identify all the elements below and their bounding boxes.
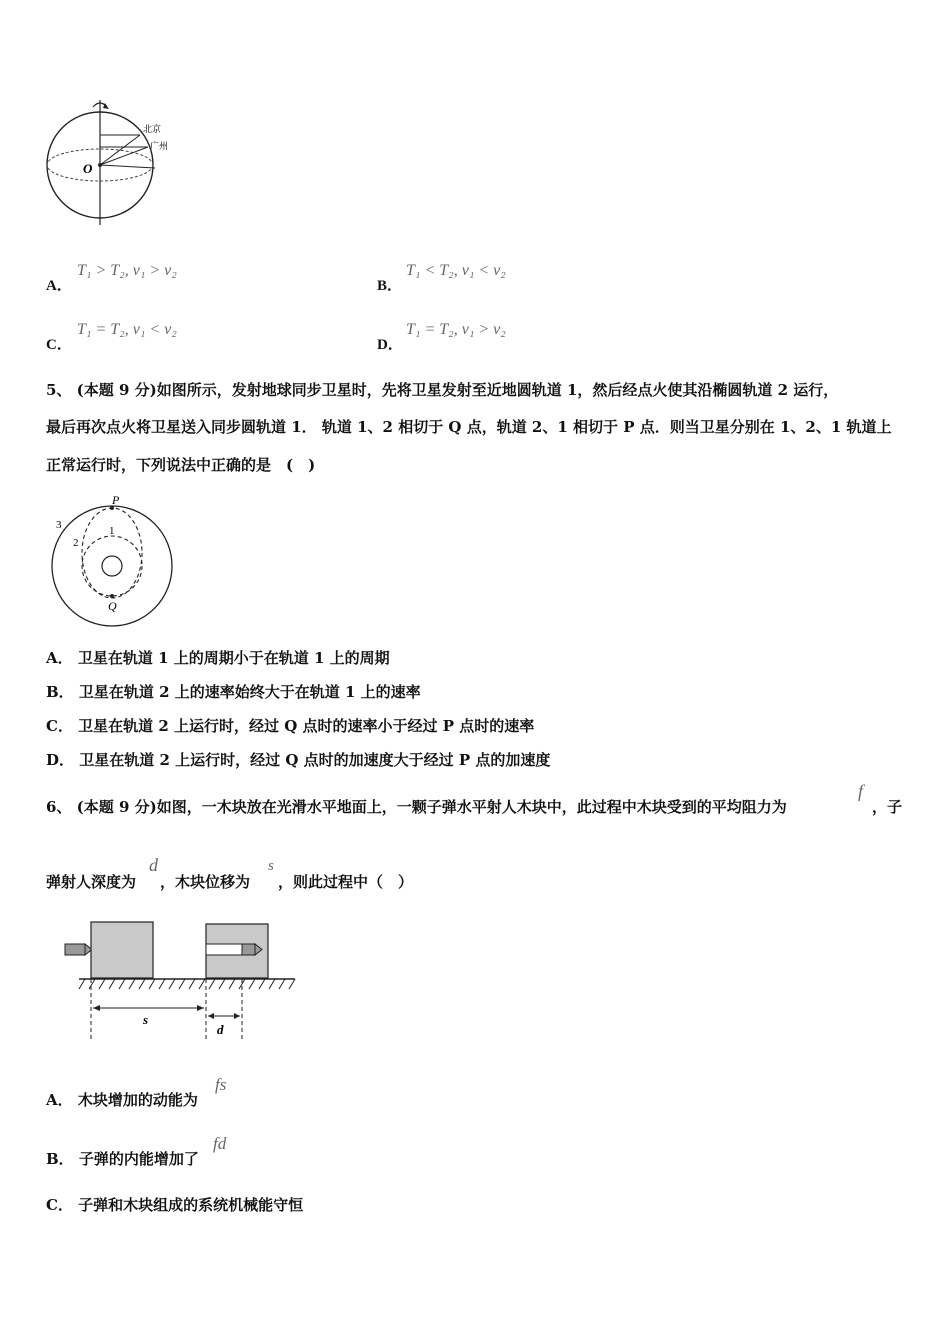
- q6-option-b: B． 子弹的内能增加了: [46, 1150, 199, 1168]
- globe-city2-label: 广州: [150, 141, 169, 151]
- orbit-2-label: 2: [73, 537, 79, 549]
- q5-option-b: B． 卫星在轨道 2 上的速率始终大于在轨道 1 上的速率: [46, 683, 421, 701]
- orbit-figure: [45, 490, 180, 628]
- q6-stem-line2-a: 弹射人深度为: [46, 873, 137, 891]
- q6-stem-line2-b: ，木块位移为: [160, 873, 251, 891]
- q4-option-c-label: C．: [46, 337, 72, 353]
- q6-f-symbol: f: [858, 781, 864, 801]
- q6-option-a-formula: fs: [215, 1075, 227, 1094]
- q6-option-b-formula: fd: [213, 1134, 227, 1153]
- q6-stem-line1-end: ，子: [872, 798, 903, 816]
- q5-stem-line2: 最后再次点火将卫星送入同步圆轨道 1． 轨道 1、2 相切于 Q 点，轨道 2、1 相切于 P 点．则当卫星分别在 1、2、1 轨道上: [46, 418, 892, 436]
- q6-s-symbol: s: [268, 858, 274, 874]
- q5-stem-line3: 正常运行时，下列说法中正确的是 ( ): [46, 456, 316, 474]
- q6-stem-line2-c: ，则此过程中（ ）: [278, 873, 414, 891]
- orbit-1-label: 1: [109, 525, 115, 537]
- q4-option-b-formula: T₁ < T₂, v₁ < v₂: [406, 262, 506, 279]
- q5-option-a: A． 卫星在轨道 1 上的周期小于在轨道 1 上的周期: [46, 649, 390, 667]
- orbit-q-label: Q: [108, 599, 117, 613]
- globe-city1-label: 北京: [143, 124, 162, 134]
- orbit-3-label: 3: [56, 519, 62, 531]
- q5-stem-line1: 5、 (本题 9 分)如图所示，发射地球同步卫星时，先将卫星发射至近地圆轨道 1，然后经点火使其沿椭圆轨道 2 运行，: [46, 381, 839, 399]
- q4-option-a-formula: T₁ > T₂, v₁ > v₂: [77, 262, 177, 279]
- q4-option-a-label: A．: [46, 278, 72, 294]
- q6-stem-line1: 6、 (本题 9 分)如图，一木块放在光滑水平地面上，一颗子弹水平射人木块中，此过程中木块受到的平均阻力为: [46, 798, 787, 816]
- q6-option-a: A． 木块增加的动能为: [46, 1091, 198, 1109]
- orbit-p-label: P: [112, 493, 120, 507]
- q4-option-d-label: D．: [377, 337, 403, 353]
- q4-option-d-formula: T₁ = T₂, v₁ > v₂: [406, 321, 506, 338]
- globe-figure: [45, 95, 185, 235]
- q4-option-b-label: B．: [377, 278, 403, 294]
- figure-s-label: s: [143, 1012, 149, 1027]
- q5-option-d: D． 卫星在轨道 2 上运行时，经过 Q 点时的加速度大于经过 P 点的加速度: [46, 751, 551, 769]
- q6-d-symbol: d: [149, 855, 158, 875]
- globe-center-label: O: [83, 161, 93, 176]
- figure-d-label: d: [217, 1022, 224, 1037]
- q6-option-c: C． 子弹和木块组成的系统机械能守恒: [46, 1196, 304, 1214]
- q5-option-c: C． 卫星在轨道 2 上运行时，经过 Q 点时的速率小于经过 P 点时的速率: [46, 717, 535, 735]
- bullet-block-figure: [45, 910, 305, 1050]
- q4-option-c-formula: T₁ = T₂, v₁ < v₂: [77, 321, 177, 338]
